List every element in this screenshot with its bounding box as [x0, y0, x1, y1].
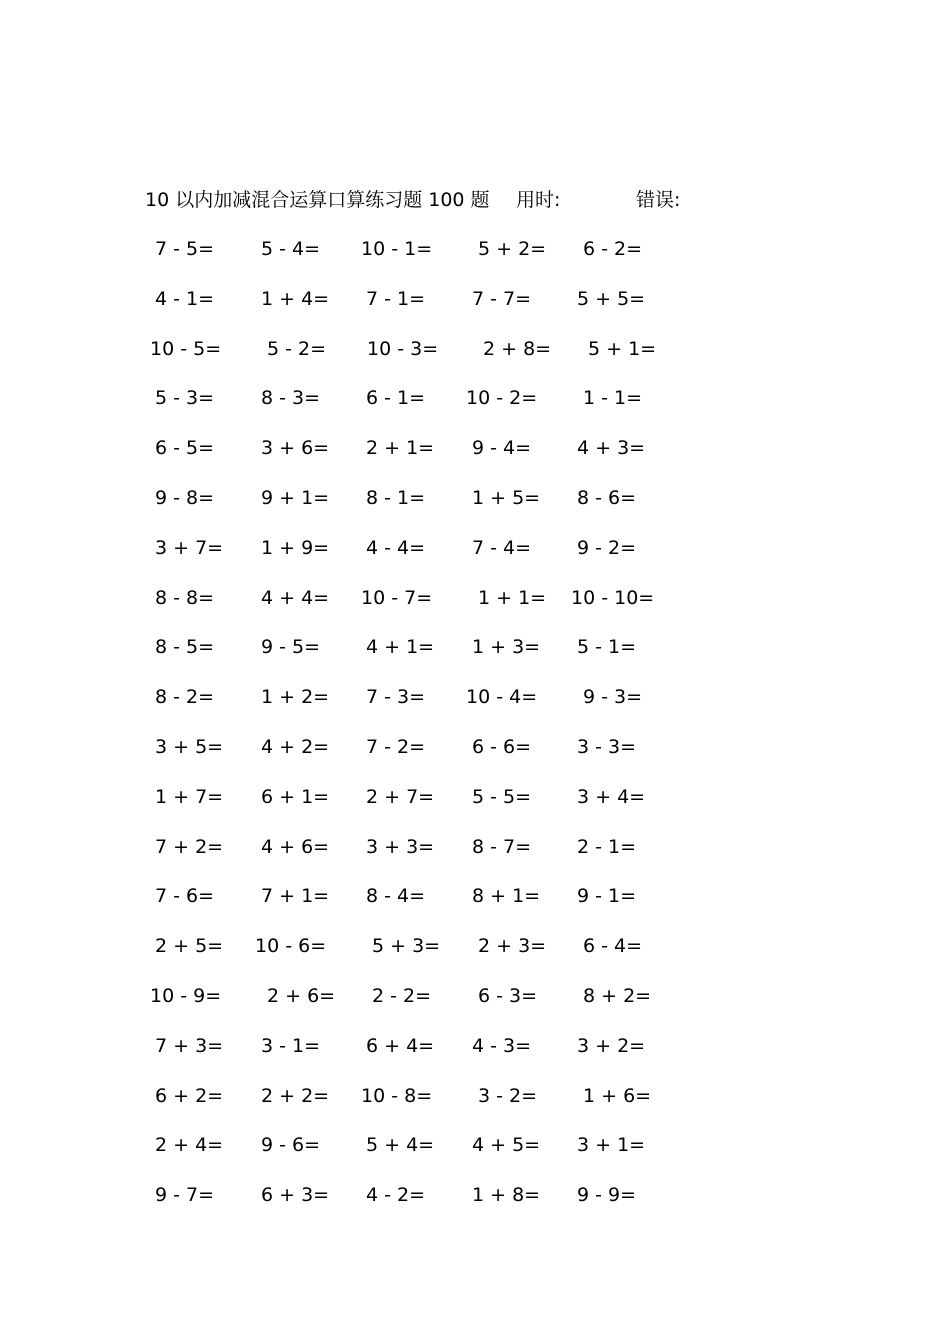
problem-item: 3 + 6= [261, 437, 330, 459]
problem-item: 9 - 4= [472, 437, 532, 459]
problem-item: 3 + 3= [366, 836, 435, 858]
problem-item: 10 - 4= [466, 686, 538, 708]
problem-item: 9 + 1= [261, 487, 330, 509]
problem-item: 2 + 4= [155, 1134, 224, 1156]
problem-item: 7 - 7= [472, 288, 532, 310]
problem-item: 8 + 1= [472, 885, 541, 907]
problem-item: 10 - 8= [361, 1085, 433, 1107]
problem-item: 2 + 5= [155, 935, 224, 957]
problem-item: 2 + 2= [261, 1085, 330, 1107]
problem-item: 4 + 1= [366, 636, 435, 658]
problem-item: 5 - 5= [472, 786, 532, 808]
problem-item: 5 - 1= [577, 636, 637, 658]
problem-item: 4 + 6= [261, 836, 330, 858]
problem-item: 5 + 4= [366, 1134, 435, 1156]
problem-item: 9 - 7= [155, 1184, 215, 1206]
problem-item: 1 + 1= [478, 587, 547, 609]
problem-item: 4 - 2= [366, 1184, 426, 1206]
problem-item: 10 - 2= [466, 387, 538, 409]
problem-item: 3 + 2= [577, 1035, 646, 1057]
problem-item: 6 - 5= [155, 437, 215, 459]
problem-item: 7 - 1= [366, 288, 426, 310]
problem-item: 1 + 6= [583, 1085, 652, 1107]
problem-item: 3 + 5= [155, 736, 224, 758]
problem-item: 9 - 6= [261, 1134, 321, 1156]
problem-item: 4 - 4= [366, 537, 426, 559]
problem-item: 2 - 2= [372, 985, 432, 1007]
problem-item: 8 - 5= [155, 636, 215, 658]
problem-item: 2 + 1= [366, 437, 435, 459]
problem-item: 6 - 1= [366, 387, 426, 409]
problem-item: 2 + 6= [267, 985, 336, 1007]
problem-item: 5 - 4= [261, 238, 321, 260]
problem-item: 8 - 8= [155, 587, 215, 609]
problem-item: 7 - 5= [155, 238, 215, 260]
problem-item: 5 + 2= [478, 238, 547, 260]
problem-item: 6 + 2= [155, 1085, 224, 1107]
problem-item: 10 - 7= [361, 587, 433, 609]
problem-item: 1 + 9= [261, 537, 330, 559]
problem-item: 5 - 3= [155, 387, 215, 409]
problem-item: 7 + 2= [155, 836, 224, 858]
problem-item: 4 + 5= [472, 1134, 541, 1156]
problem-item: 2 - 1= [577, 836, 637, 858]
problem-item: 3 - 2= [478, 1085, 538, 1107]
problem-item: 4 - 3= [472, 1035, 532, 1057]
problem-item: 9 - 9= [577, 1184, 637, 1206]
problem-item: 6 - 3= [478, 985, 538, 1007]
problem-item: 7 + 3= [155, 1035, 224, 1057]
problem-item: 8 - 6= [577, 487, 637, 509]
problem-item: 4 + 4= [261, 587, 330, 609]
problem-item: 2 + 7= [366, 786, 435, 808]
problem-item: 7 - 2= [366, 736, 426, 758]
problem-item: 4 + 2= [261, 736, 330, 758]
problem-item: 1 + 7= [155, 786, 224, 808]
problem-item: 2 + 3= [478, 935, 547, 957]
problem-item: 5 + 3= [372, 935, 441, 957]
problem-item: 1 + 5= [472, 487, 541, 509]
problem-item: 9 - 2= [577, 537, 637, 559]
problem-item: 8 - 4= [366, 885, 426, 907]
problem-item: 9 - 3= [583, 686, 643, 708]
problem-item: 1 + 8= [472, 1184, 541, 1206]
problem-item: 3 - 1= [261, 1035, 321, 1057]
problem-item: 7 - 3= [366, 686, 426, 708]
problem-item: 2 + 8= [483, 338, 552, 360]
problem-item: 9 - 8= [155, 487, 215, 509]
problem-item: 6 + 4= [366, 1035, 435, 1057]
problem-item: 7 + 1= [261, 885, 330, 907]
problem-item: 7 - 4= [472, 537, 532, 559]
problem-item: 3 + 7= [155, 537, 224, 559]
problem-item: 1 - 1= [583, 387, 643, 409]
problem-item: 8 - 7= [472, 836, 532, 858]
problem-item: 6 - 4= [583, 935, 643, 957]
problem-item: 7 - 6= [155, 885, 215, 907]
problem-item: 4 + 3= [577, 437, 646, 459]
problem-item: 4 - 1= [155, 288, 215, 310]
error-count-label: 错误: [636, 189, 681, 211]
problem-item: 10 - 9= [150, 985, 222, 1007]
problem-item: 5 - 2= [267, 338, 327, 360]
problem-item: 6 + 1= [261, 786, 330, 808]
problem-item: 3 - 3= [577, 736, 637, 758]
problem-item: 3 + 4= [577, 786, 646, 808]
problem-item: 1 + 2= [261, 686, 330, 708]
problem-item: 1 + 3= [472, 636, 541, 658]
problem-item: 10 - 3= [367, 338, 439, 360]
problem-item: 9 - 1= [577, 885, 637, 907]
problem-item: 6 + 3= [261, 1184, 330, 1206]
problem-item: 8 - 1= [366, 487, 426, 509]
problem-item: 10 - 10= [571, 587, 655, 609]
worksheet-title: 10 以内加减混合运算口算练习题 100 题 [145, 189, 490, 211]
problem-item: 8 + 2= [583, 985, 652, 1007]
problem-item: 9 - 5= [261, 636, 321, 658]
problem-item: 5 + 1= [588, 338, 657, 360]
problem-item: 10 - 1= [361, 238, 433, 260]
problem-item: 3 + 1= [577, 1134, 646, 1156]
problem-item: 8 - 2= [155, 686, 215, 708]
time-used-label: 用时: [516, 189, 561, 211]
problem-item: 10 - 5= [150, 338, 222, 360]
problem-item: 6 - 6= [472, 736, 532, 758]
problem-item: 6 - 2= [583, 238, 643, 260]
problem-item: 10 - 6= [255, 935, 327, 957]
problem-item: 5 + 5= [577, 288, 646, 310]
problem-item: 8 - 3= [261, 387, 321, 409]
problem-item: 1 + 4= [261, 288, 330, 310]
